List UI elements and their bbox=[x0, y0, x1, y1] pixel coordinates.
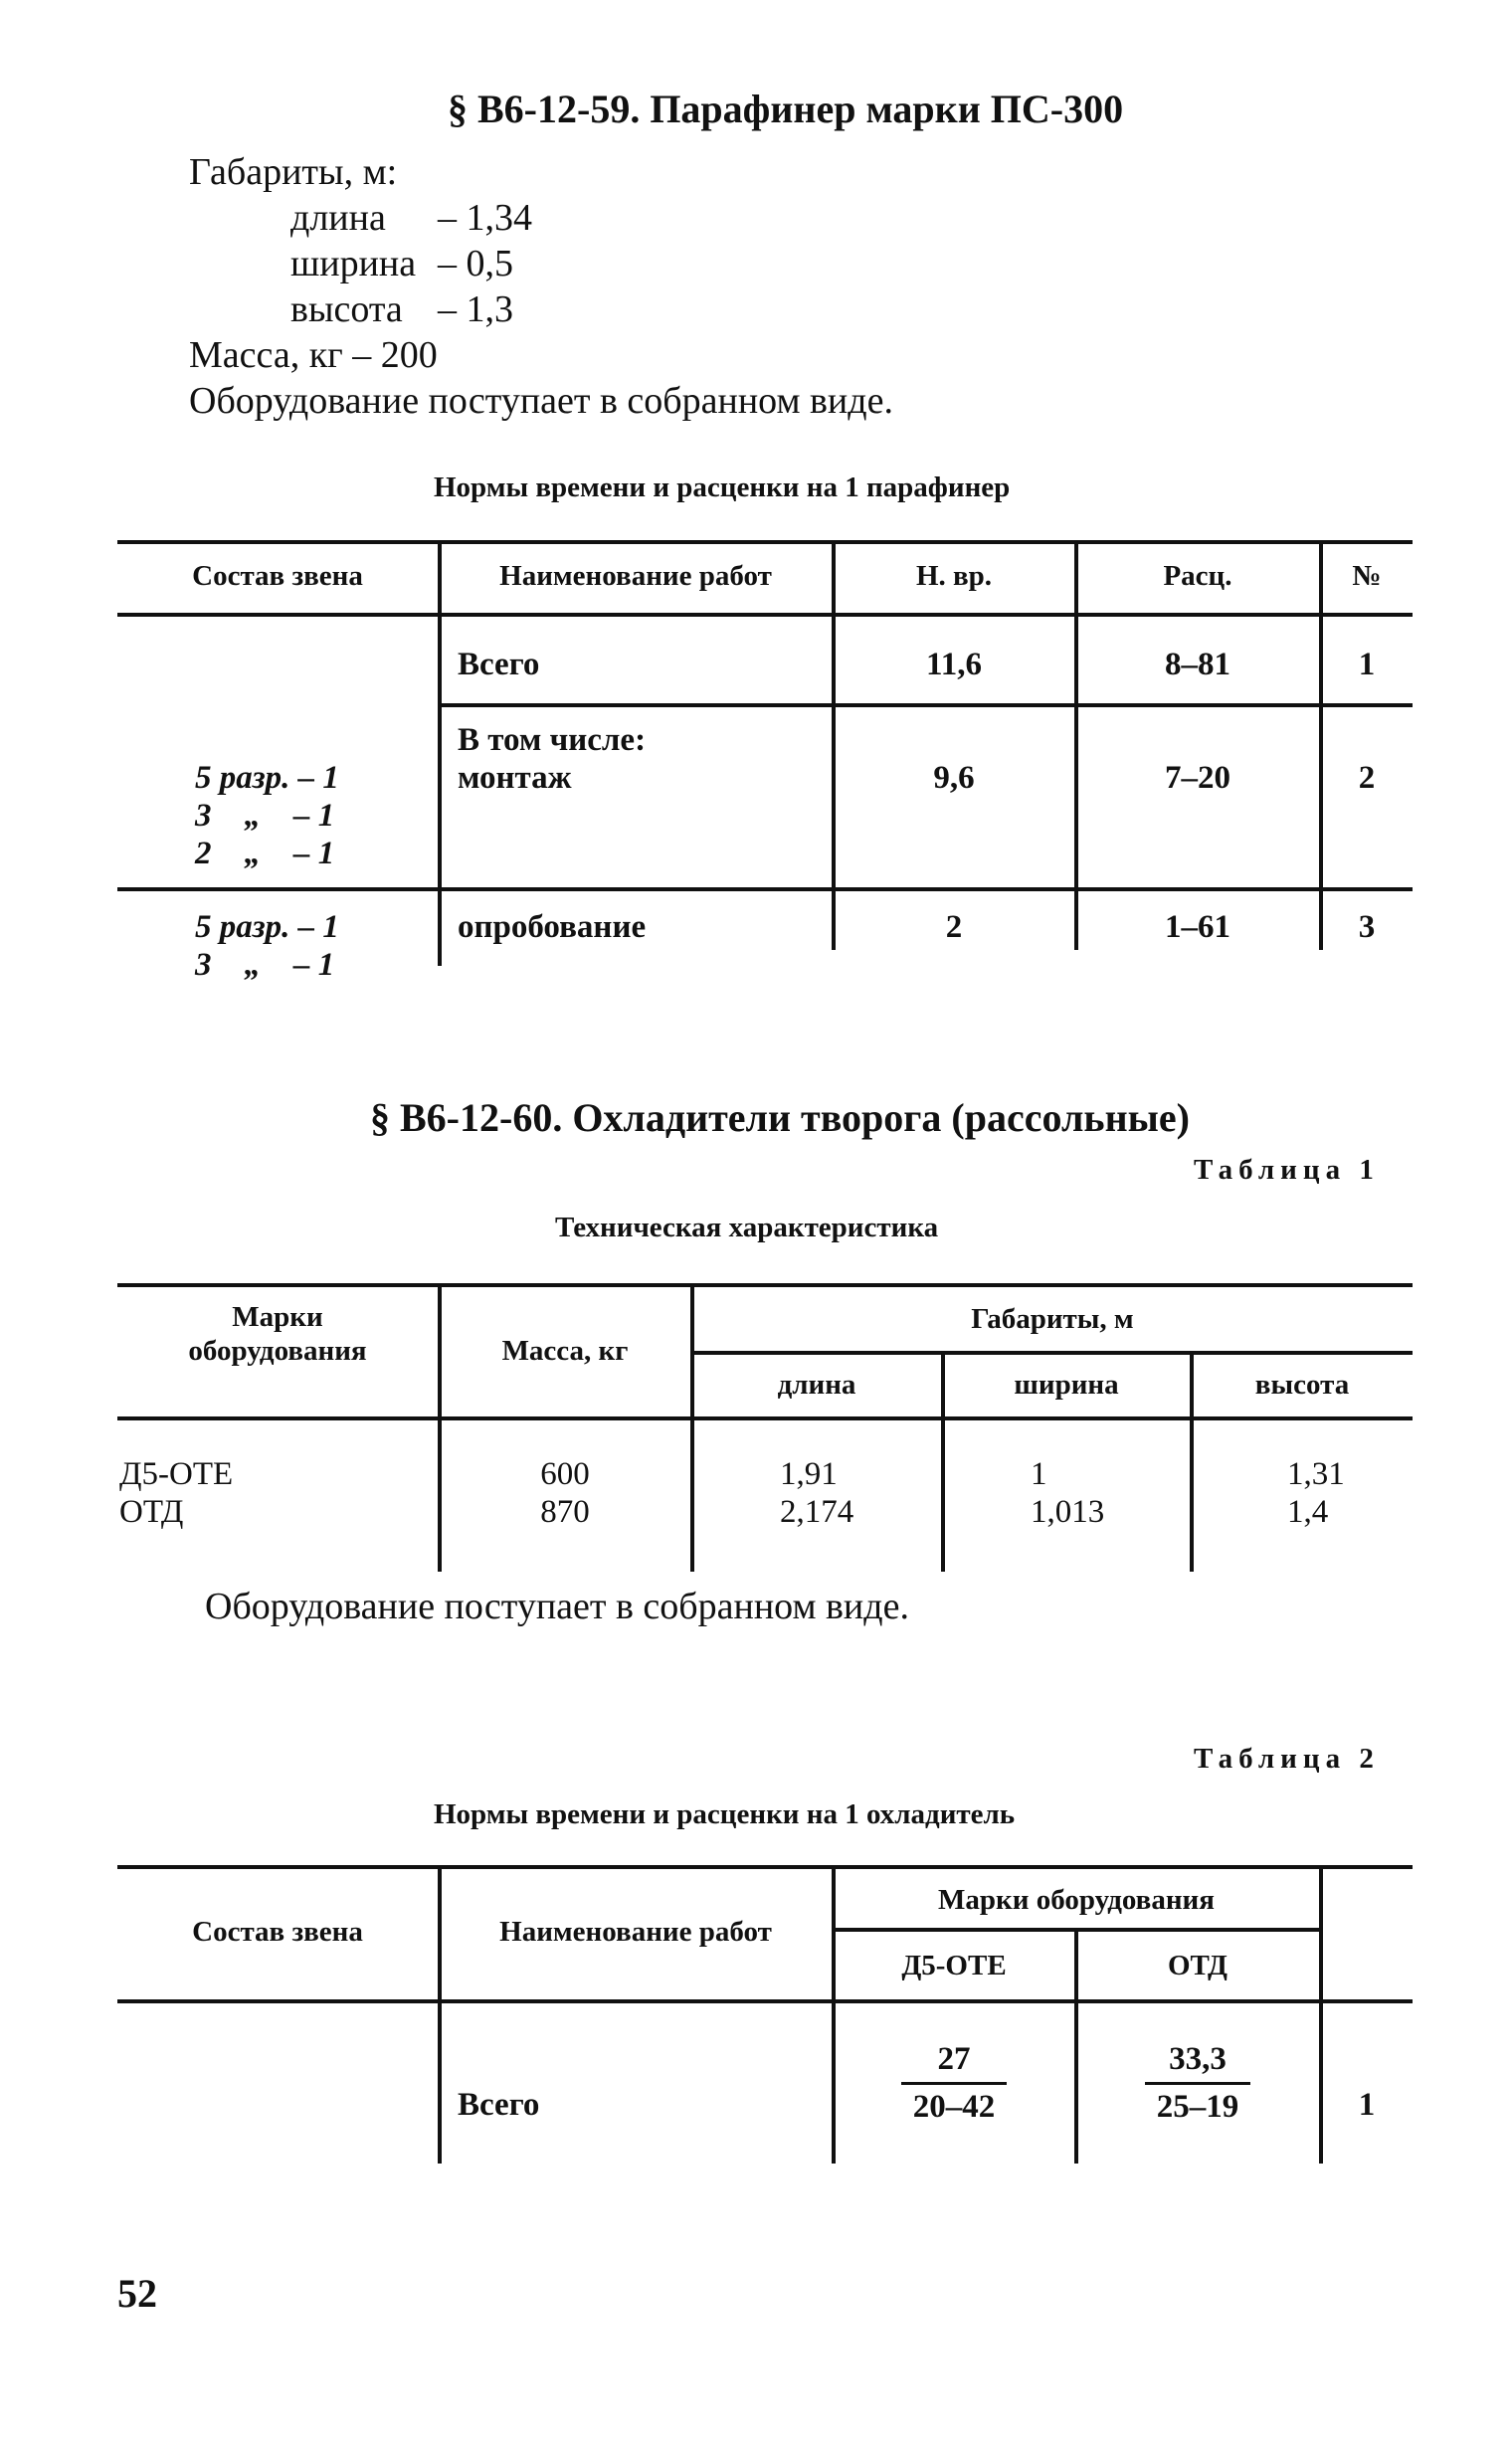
t2-row1-m1-top: 27 bbox=[937, 2041, 971, 2077]
table1-caption: Нормы времени и расценки на 1 парафинер bbox=[434, 471, 1011, 503]
row2-work-line1: В том числе: bbox=[458, 722, 647, 758]
t1-col-dims: Габариты, м bbox=[971, 1303, 1134, 1335]
t2-col-m2: ОТД bbox=[1167, 1950, 1228, 1981]
col-work: Наименование работ bbox=[499, 560, 772, 592]
crew2-line2: 3 „ – 1 bbox=[195, 947, 335, 983]
t1-row2-length: 2,174 bbox=[780, 1494, 854, 1530]
crew1-line3: 2 „ – 1 bbox=[195, 836, 335, 871]
t1-row1-width: 1 bbox=[1031, 1456, 1047, 1492]
col-num: № bbox=[1352, 560, 1382, 592]
t1-row2-mass: 870 bbox=[540, 1494, 590, 1530]
t1-col-width: ширина bbox=[1014, 1369, 1119, 1401]
row2-num: 2 bbox=[1358, 760, 1376, 796]
row1-nvr: 11,6 bbox=[926, 647, 982, 682]
section-title-1: § В6-12-59. Парафинер марки ПС-300 bbox=[448, 87, 1124, 131]
row1-work: Всего bbox=[458, 647, 540, 682]
t1-col-mass: Масса, кг bbox=[501, 1335, 629, 1367]
t2-row1-m2-top: 33,3 bbox=[1169, 2041, 1227, 2077]
col-rasc: Расц. bbox=[1163, 560, 1232, 592]
t2-row1-m1-bottom: 20–42 bbox=[912, 2089, 996, 2125]
row3-nvr: 2 bbox=[945, 909, 963, 945]
t1-row2-width: 1,013 bbox=[1031, 1494, 1105, 1530]
row2-rasc: 7–20 bbox=[1165, 760, 1230, 796]
t1-col-marks-2: оборудования bbox=[188, 1335, 367, 1367]
row3-rasc: 1–61 bbox=[1165, 909, 1230, 945]
delivery-note-1: Оборудование поступает в собранном виде. bbox=[189, 380, 893, 422]
mass-line: Масса, кг – 200 bbox=[189, 334, 438, 376]
dim-height-label: высота bbox=[290, 288, 403, 330]
table2-caption: Нормы времени и расценки на 1 охладитель bbox=[434, 1798, 1016, 1830]
t1-col-marks-1: Марки bbox=[232, 1301, 323, 1333]
dims-heading: Габариты, м: bbox=[189, 151, 398, 193]
row1-num: 1 bbox=[1358, 647, 1376, 682]
t2-col-work: Наименование работ bbox=[499, 1916, 772, 1948]
t2-col-crew: Состав звена bbox=[192, 1916, 363, 1948]
t1-col-length: длина bbox=[777, 1369, 856, 1401]
row3-num: 3 bbox=[1358, 909, 1376, 945]
page-number: 52 bbox=[117, 2271, 157, 2316]
t2-row1-m2-bottom: 25–19 bbox=[1156, 2089, 1239, 2125]
delivery-note-2: Оборудование поступает в собранном виде. bbox=[205, 1586, 909, 1627]
crew1-line1: 5 разр. – 1 bbox=[195, 760, 339, 796]
table2-label: Таблица 2 bbox=[1194, 1743, 1380, 1775]
t1-col-height: высота bbox=[1254, 1369, 1350, 1401]
t2-col-marks: Марки оборудования bbox=[938, 1884, 1215, 1916]
row3-work: опробование bbox=[458, 909, 647, 945]
tech-char-caption: Техническая характеристика bbox=[555, 1212, 939, 1243]
dim-height-value: – 1,3 bbox=[438, 288, 513, 330]
section-title-2: § В6-12-60. Охладители творога (рассольные) bbox=[370, 1095, 1190, 1140]
t2-row1-m1-fraction bbox=[836, 2041, 1072, 2126]
t1-row1-mass: 600 bbox=[540, 1456, 590, 1492]
crew2-line1: 5 разр. – 1 bbox=[195, 909, 339, 945]
dim-length-value: – 1,34 bbox=[438, 197, 532, 239]
table1-label: Таблица 1 bbox=[1194, 1154, 1380, 1186]
t2-row1-work: Всего bbox=[458, 2087, 540, 2123]
t1-row1-height: 1,31 bbox=[1287, 1456, 1345, 1492]
t2-row1-m2-fraction bbox=[1078, 2041, 1317, 2126]
row1-rasc: 8–81 bbox=[1165, 647, 1230, 682]
t2-row1-num: 1 bbox=[1358, 2087, 1376, 2123]
row2-nvr: 9,6 bbox=[933, 760, 975, 796]
col-nvr: Н. вр. bbox=[915, 560, 993, 592]
crew1-line2: 3 „ – 1 bbox=[195, 798, 335, 834]
t1-row2-height: 1,4 bbox=[1287, 1494, 1329, 1530]
dim-length-label: длина bbox=[290, 197, 386, 239]
t2-col-m1: Д5-ОТЕ bbox=[901, 1950, 1007, 1981]
t1-row1-length: 1,91 bbox=[780, 1456, 838, 1492]
dim-width-value: – 0,5 bbox=[438, 243, 513, 284]
dim-width-label: ширина bbox=[290, 243, 417, 284]
row2-work-line2: монтаж bbox=[458, 760, 572, 796]
col-crew: Состав звена bbox=[192, 560, 363, 592]
t1-row1-mark: Д5-ОТЕ bbox=[119, 1456, 234, 1492]
t1-row2-mark: ОТД bbox=[119, 1494, 184, 1530]
